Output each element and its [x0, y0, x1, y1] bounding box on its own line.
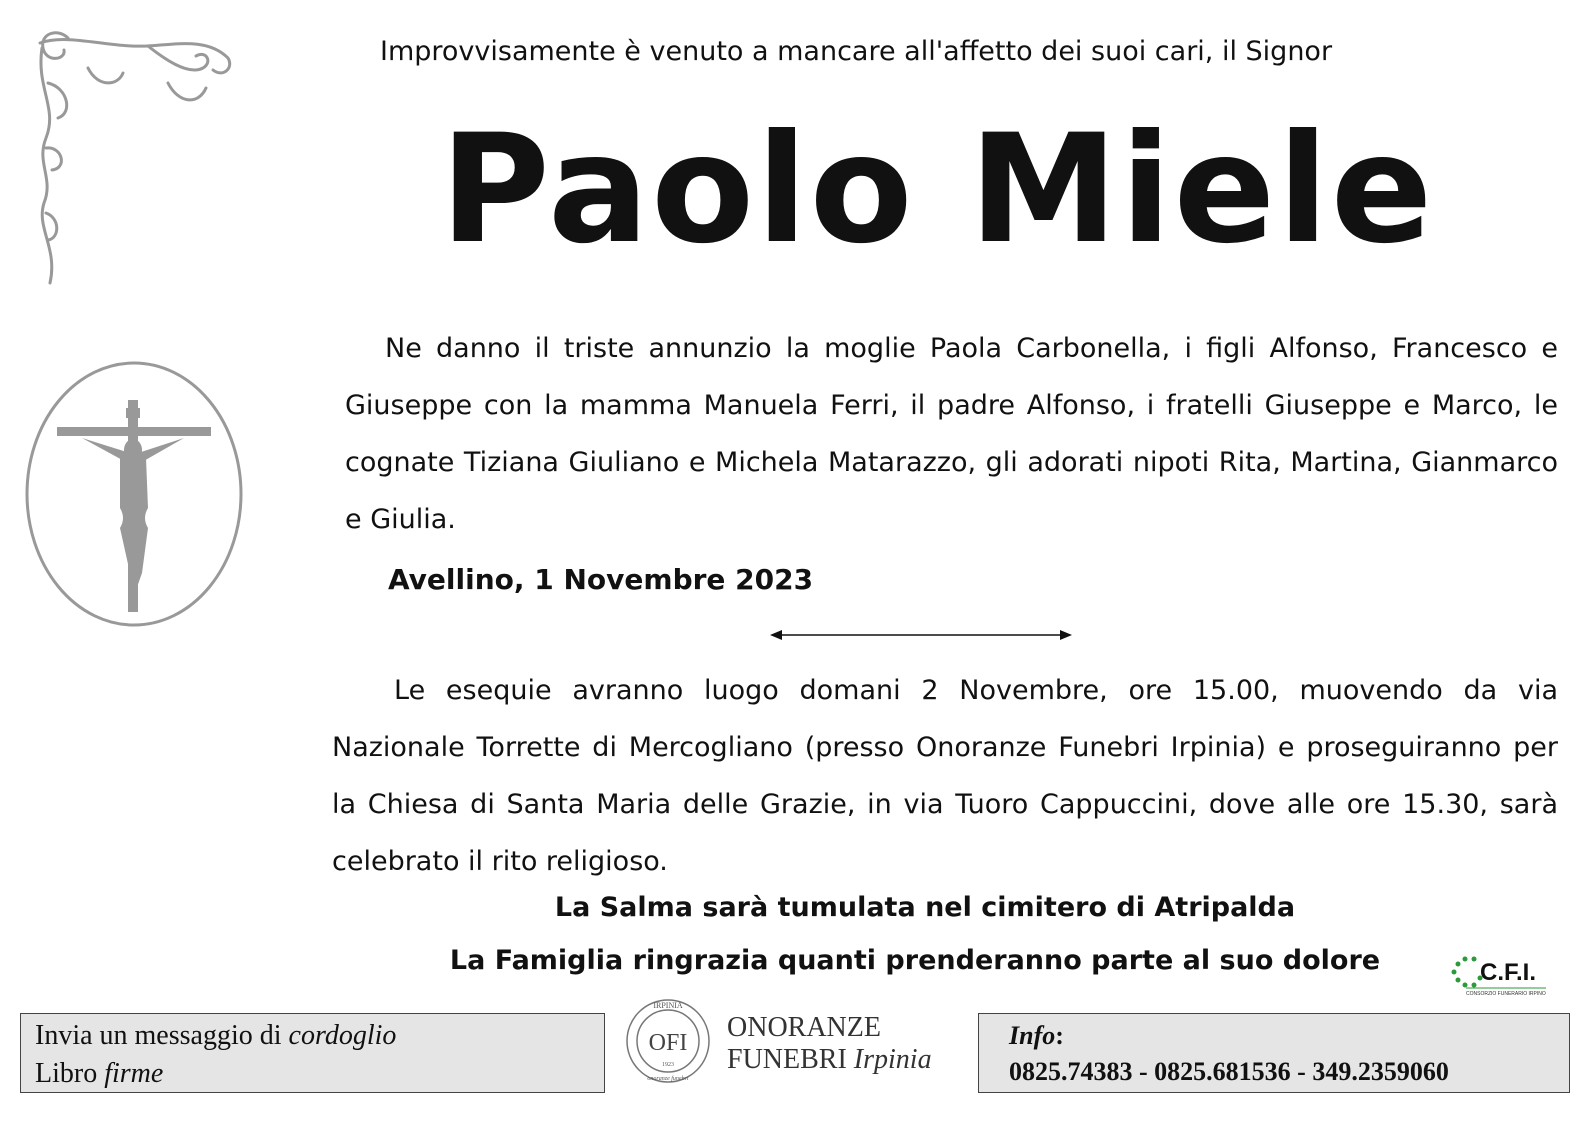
cfi-logo-text: C.F.I. — [1480, 959, 1537, 986]
corner-ornament — [28, 28, 238, 288]
phone-numbers[interactable]: 0825.74383 - 0825.681536 - 349.2359060 — [1009, 1057, 1449, 1086]
company-seal-logo — [620, 996, 720, 1086]
place-date: Avellino, 1 Novembre 2023 — [388, 563, 814, 596]
seal-bottom-text: onoranze funebri — [647, 1076, 689, 1082]
seal-year: 1923 — [662, 1062, 674, 1068]
company-name: ONORANZE FUNEBRI Irpinia — [727, 1012, 932, 1075]
info-label: Info — [1009, 1021, 1056, 1050]
seal-monogram: OFI — [648, 1030, 688, 1056]
condolence-box — [20, 1013, 605, 1093]
crucifix-icon — [22, 358, 246, 630]
info-box: Info: 0825.74383 - 0825.681536 - 349.2359060 — [978, 1013, 1570, 1093]
double-arrow-divider — [770, 627, 1072, 643]
intro-text: Improvvisamente è venuto a mancare all'affetto dei suoi cari, il Signor — [380, 36, 1333, 67]
announcement-paragraph: Ne danno il triste annunzio la moglie Paola Carbonella, i figli Alfonso, Francesco e Giuseppe con la mamma Manuela Ferri, il padre Alfonso, i fratelli Giuseppe e Marco, le cognate Tiziana Giuliano e Michela Matarazzo, gli adorati nipoti Rita, Martina, Gianmarco e Giulia. — [345, 333, 1558, 535]
cfi-logo — [1448, 950, 1548, 1000]
guestbook-link[interactable]: Libro firme — [35, 1058, 164, 1089]
thanks-line: La Famiglia ringrazia quanti prenderanno parte al suo dolore — [449, 945, 1381, 976]
condolence-link[interactable]: Invia un messaggio di cordoglio — [35, 1020, 397, 1051]
deceased-name: Paolo Miele — [440, 103, 1435, 277]
burial-line: La Salma sarà tumulata nel cimitero di Atripalda — [554, 892, 1296, 923]
cfi-logo-subtitle: CONSORZIO FUNERARIO IRPINO — [1466, 991, 1546, 997]
funeral-paragraph: Le esequie avranno luogo domani 2 Novembre, ore 15.00, muovendo da via Nazionale Torrette di Mercogliano (presso Onoranze Funebri Irpinia) e proseguiranno per la Chiesa di Santa Maria delle Grazie, in via Tuoro Cappuccini, dove alle ore 15.30, sarà celebrato il rito religioso. — [332, 675, 1558, 877]
seal-top-text: IRPINIA — [653, 1001, 683, 1010]
